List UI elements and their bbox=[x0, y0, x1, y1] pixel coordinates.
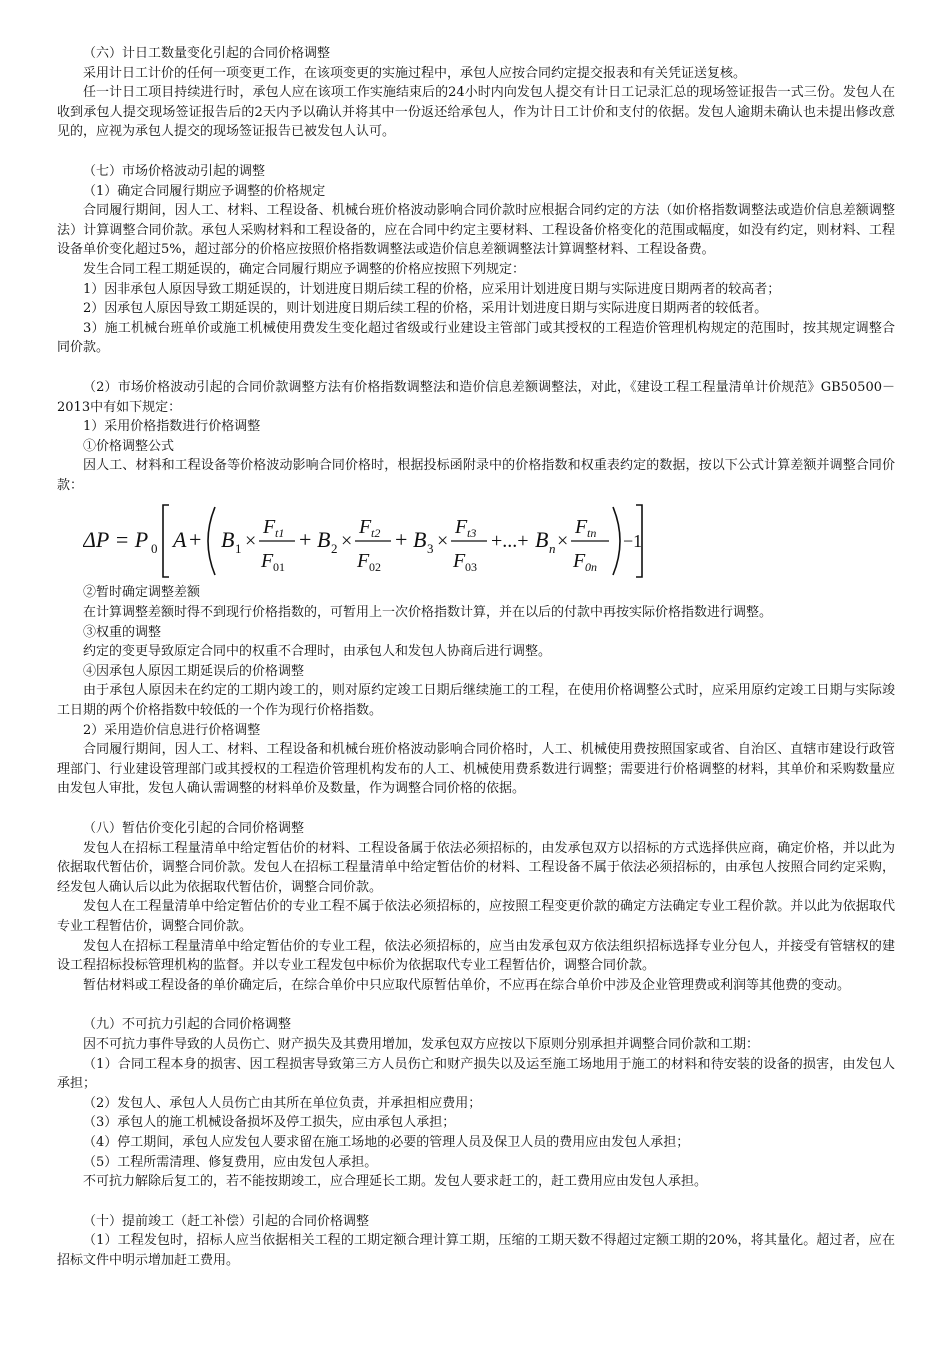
formula-times: × bbox=[341, 530, 353, 553]
formula-f1-num: F bbox=[263, 516, 276, 539]
list-item: （1）合同工程本身的损害、因工程损害导致第三方人员伤亡和财产损失以及运至施工场地用于施工的材料和待安装的设备的损害，由发包人承担； bbox=[57, 1056, 895, 1092]
formula-plus: + bbox=[189, 527, 202, 553]
list-item: 2）采用造价信息进行价格调整 bbox=[83, 722, 261, 738]
formula-b3-sub: 3 bbox=[427, 541, 434, 557]
list-item: 2）因承包人原因导致工期延误的，则计划进度日期后续工程的价格，采用计划进度日期与实际进度日期两者的较低者。 bbox=[83, 301, 768, 317]
list-item: （4）停工期间，承包人应发包人要求留在施工场地的必要的管理人员及保卫人员的费用应由发包人承担； bbox=[83, 1134, 690, 1150]
left-paren bbox=[208, 507, 215, 575]
subheading: ③权重的调整 bbox=[83, 624, 162, 640]
section-9-heading: （九）不可抗力引起的合同价格调整 bbox=[83, 1017, 292, 1033]
formula-bn-sub: n bbox=[549, 541, 556, 557]
paragraph: 合同履行期间，因人工、材料、工程设备、机械台班价格波动影响合同价款时应根据合同约定的方法（如价格指数调整法或造价信息差额调整法）计算调整合同价款。承包人采购材料和工程设备的，应在合同中约定主要材料、工程设备价格变化的范围或幅度，如没有约定，则材料、工程设备单价变化超过5%，超过部分的价格应按照价格指数调整法或造价信息差额调整法计算调整材料、工程设备费。 bbox=[57, 203, 895, 258]
subheading: （2）市场价格波动引起的合同价款调整方法有价格指数调整法和造价信息差额调整法，对此，《建设工程工程量清单计价规范》GB50500－2013中有如下规定： bbox=[57, 379, 895, 415]
list-item: 1）采用价格指数进行价格调整 bbox=[83, 419, 261, 435]
paragraph: 发包人在招标工程量清单中给定暂估价的专业工程，依法必须招标的，应当由发承包双方依法组织招标选择专业分包人，并接受有管辖权的建设工程招标投标管理机构的监督。并以专业工程发包中标价为依据取代专业工程暂估价，调整合同价款。 bbox=[57, 938, 895, 974]
section-7-heading: （七）市场价格波动引起的调整 bbox=[83, 163, 266, 179]
list-item: （2）发包人、承包人人员伤亡由其所在单位负责，并承担相应费用； bbox=[83, 1095, 482, 1111]
list-item: 3）施工机械台班单价或施工机械使用费发生变化超过省级或行业建设主管部门或其授权的工程造价管理机构规定的范围时，按其规定调整合同价款。 bbox=[57, 320, 895, 356]
formula-fn-den-sub: 0n bbox=[585, 560, 597, 575]
formula-b1: B bbox=[221, 527, 235, 553]
paragraph: 任一计日工项目持续进行时，承包人应在该项工作实施结束后的24小时内向发包人提交有计日工记录汇总的现场签证报告一式三份。发包人在收到承包人提交现场签证报告后的2天内予以确认并将其中一份返还给承包人，作为计日工计价和支付的依据。发包人逾期未确认也未提出修改意见的，应视为承包人提交的现场签证报告已被发包人认可。 bbox=[57, 85, 895, 140]
formula-fn-num: F bbox=[575, 516, 588, 539]
paragraph: 发生合同工程工期延误的，确定合同履行期应予调整的价格应按照下列规定： bbox=[83, 261, 526, 277]
formula-bn: B bbox=[535, 527, 549, 553]
formula-f1-den-sub: 01 bbox=[273, 560, 285, 575]
formula-plus: + bbox=[395, 527, 408, 553]
paragraph: （1）工程发包时，招标人应当依据相关工程的工期定额合理计算工期，压缩的工期天数不得超过定额工期的20%，将其量化。超过者，应在招标文件中明示增加赶工费用。 bbox=[57, 1233, 895, 1268]
formula-b2-sub: 2 bbox=[331, 541, 338, 557]
formula-plus: + bbox=[299, 527, 312, 553]
formula-f3-den: F bbox=[453, 550, 466, 573]
formula-b1-sub: 1 bbox=[235, 541, 242, 557]
section-10-heading: （十）提前竣工（赶工补偿）引起的合同价格调整 bbox=[83, 1213, 370, 1229]
formula-times: × bbox=[437, 530, 449, 553]
section-8-heading: （八）暂估价变化引起的合同价格调整 bbox=[83, 821, 305, 836]
left-bracket bbox=[163, 505, 169, 577]
formula-f3-num: F bbox=[455, 516, 468, 539]
formula-b2: B bbox=[317, 527, 331, 553]
formula-times: × bbox=[245, 530, 257, 553]
formula-lhs-sub: 0 bbox=[151, 541, 158, 557]
paragraph: 由于承包人原因未在约定的工期内竣工的，则对原约定竣工日期后继续施工的工程，在使用价格调整公式时，应采用原约定竣工日期与实际竣工日期的两个价格指数中较低的一个作为现行价格指数。 bbox=[57, 683, 895, 719]
paragraph: 暂估材料或工程设备的单价确定后，在综合单价中只应取代原暂估单价，不应再在综合单价中涉及企业管理费或利润等其他费的变动。 bbox=[83, 977, 851, 993]
formula-f3-num-sub: t3 bbox=[467, 526, 477, 541]
formula-f1-den: F bbox=[261, 550, 274, 573]
formula-svg bbox=[83, 499, 643, 581]
paragraph: 发包人在招标工程量清单中给定暂估价的材料、工程设备属于依法必须招标的，由发承包双方以招标的方式选择供应商，确定价格，并以此为依据取代暂估价，调整合同价款。发包人在招标工程量清单中给定暂估价的材料、工程设备不属于依法必须招标的，由承包人按照合同约定采购，经发包人确认后以此为依据取代暂估价，调整合同价款。 bbox=[57, 840, 895, 895]
subheading: ④因承包人原因工期延误后的价格调整 bbox=[83, 663, 305, 679]
paragraph: 在计算调整差额时得不到现行价格指数的，可暂用上一次价格指数计算，并在以后的付款中再按实际价格指数进行调整。 bbox=[83, 605, 773, 621]
formula-minus-one: −1 bbox=[623, 531, 643, 552]
formula-fn-num-sub: tn bbox=[587, 526, 597, 541]
formula-f2-num: F bbox=[359, 516, 372, 539]
subheading: ②暂时确定调整差额 bbox=[83, 585, 201, 601]
subheading: （1）确定合同履行期应予调整的价格规定 bbox=[83, 183, 326, 199]
formula-dots: +...+ bbox=[491, 530, 529, 553]
formula-f2-den: F bbox=[357, 550, 370, 573]
subheading: ①价格调整公式 bbox=[83, 438, 175, 454]
formula-lhs: ΔP = P bbox=[83, 527, 149, 553]
list-item: （3）承包人的施工机械设备损坏及停工损失，应由承包人承担； bbox=[83, 1115, 456, 1131]
formula-f2-num-sub: t2 bbox=[371, 526, 381, 541]
formula-fn-den: F bbox=[573, 550, 586, 573]
formula-a: A bbox=[173, 527, 187, 553]
formula-f2-den-sub: 02 bbox=[369, 560, 381, 575]
formula-b3: B bbox=[413, 527, 427, 553]
formula-f1-num-sub: t1 bbox=[275, 526, 285, 541]
price-adjustment-formula bbox=[57, 495, 895, 583]
paragraph: 采用计日工计价的任何一项变更工作，在该项变更的实施过程中，承包人应按合同约定提交报表和有关凭证送复核。 bbox=[83, 65, 747, 81]
formula-times: × bbox=[557, 530, 569, 553]
paragraph: 合同履行期间，因人工、材料、工程设备和机械台班价格波动影响合同价格时，人工、机械使用费按照国家或省、自治区、直辖市建设行政管理部门、行业建设管理部门或其授权的工程造价管理机构发布的人工、机械使用费系数进行调整；需要进行价格调整的材料，其单价和采购数量应由发包人审批，发包人确认需调整的材料单价及数量，作为调整合同价格的依据。 bbox=[57, 742, 895, 797]
list-item: 1）因非承包人原因导致工期延误的，计划进度日期后续工程的价格，应采用计划进度日期与实际进度日期两者的较高者； bbox=[83, 281, 781, 297]
paragraph: 约定的变更导致原定合同中的权重不合理时，由承包人和发包人协商后进行调整。 bbox=[83, 644, 552, 660]
paragraph: 不可抗力解除后复工的，若不能按期竣工，应合理延长工期。发包人要求赶工的，赶工费用应由发包人承担。 bbox=[83, 1174, 708, 1190]
section-6-heading: （六）计日工数量变化引起的合同价格调整 bbox=[83, 46, 331, 61]
paragraph: 因人工、材料和工程设备等价格波动影响合同价格时，根据投标函附录中的价格指数和权重表约定的数据，按以下公式计算差额并调整合同价款： bbox=[57, 458, 895, 493]
document-body bbox=[57, 44, 895, 1270]
paragraph: 因不可抗力事件导致的人员伤亡、财产损失及其费用增加，发承包双方应按以下原则分别承担并调整合同价款和工期： bbox=[83, 1036, 760, 1052]
formula-f3-den-sub: 03 bbox=[465, 560, 477, 575]
right-paren bbox=[613, 507, 620, 575]
paragraph: 发包人在工程量清单中给定暂估价的专业工程不属于依法必须招标的，应按照工程变更价款的确定方法确定专业工程价款。并以此为依据取代专业工程暂估价，调整合同价款。 bbox=[57, 899, 895, 934]
list-item: （5）工程所需清理、修复费用，应由发包人承担。 bbox=[83, 1154, 378, 1170]
